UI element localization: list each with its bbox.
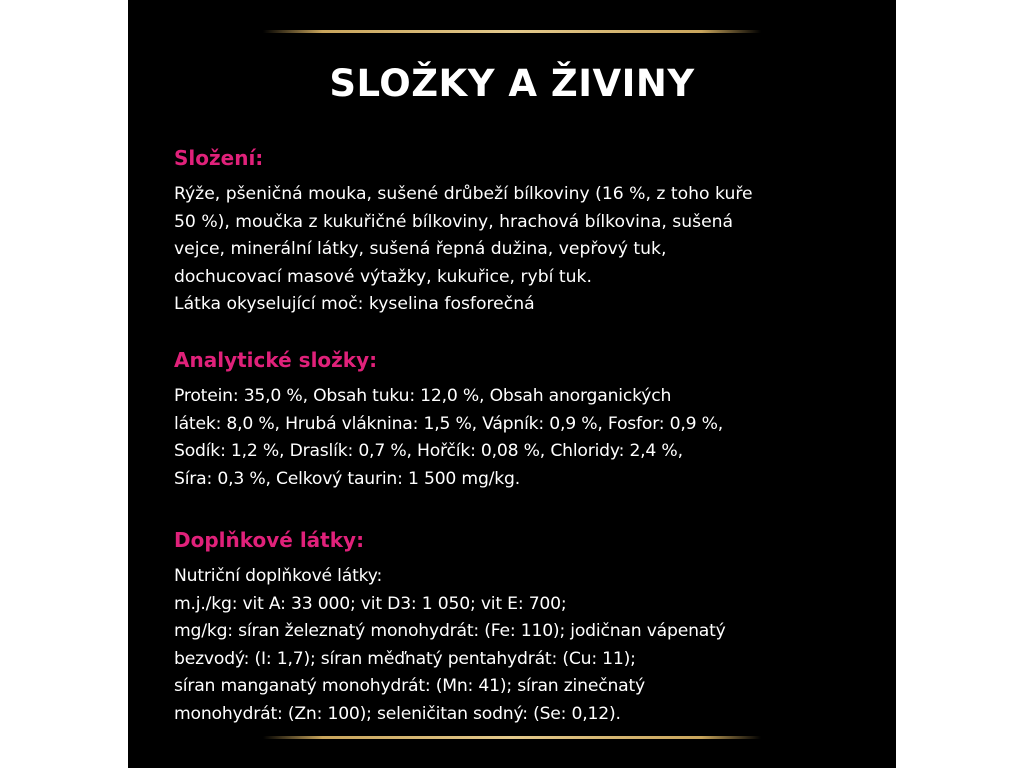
- top-gold-divider: [263, 30, 761, 33]
- composition-heading: Složení:: [174, 146, 264, 170]
- text-line: Síra: 0,3 %, Celkový taurin: 1 500 mg/kg.: [174, 468, 520, 489]
- composition-section: [174, 144, 864, 319]
- ingredients-panel: [128, 0, 896, 768]
- text-line: Protein: 35,0 %, Obsah tuku: 12,0 %, Obsah anorganických: [174, 386, 672, 406]
- text-line: Rýže, pšeničná mouka, sušené drůbeží bílkoviny (16 %, z toho kuře: [174, 184, 753, 204]
- additives-text: [174, 563, 864, 728]
- text-line: Látka okyselující moč: kyselina fosforečná: [174, 294, 535, 314]
- additives-heading: Doplňkové látky:: [174, 528, 365, 552]
- text-line: síran manganatý monohydrát: (Mn: 41); síran zinečnatý: [174, 676, 645, 696]
- text-line: vejce, minerální látky, sušená řepná dužina, vepřový tuk,: [174, 239, 667, 259]
- text-line: Sodík: 1,2 %, Draslík: 0,7 %, Hořčík: 0,08 %, Chloridy: 2,4 %,: [174, 441, 683, 461]
- text-line: Nutriční doplňkové látky:: [174, 566, 383, 586]
- text-line: mg/kg: síran železnatý monohydrát: (Fe: 110); jodičnan vápenatý: [174, 621, 726, 641]
- text-line: bezvodý: (I: 1,7); síran měďnatý pentahydrát: (Cu: 11);: [174, 648, 636, 669]
- text-line: m.j./kg: vit A: 33 000; vit D3: 1 050; vit E: 700;: [174, 593, 567, 614]
- analytical-section: [174, 346, 864, 493]
- analytical-heading: Analytické složky:: [174, 348, 378, 372]
- additives-section: [174, 526, 864, 728]
- bottom-gold-divider: [263, 736, 761, 739]
- text-line: monohydrát: (Zn: 100); seleničitan sodný: (Se: 0,12).: [174, 703, 621, 724]
- text-line: dochucovací masové výtažky, kukuřice, rybí tuk.: [174, 266, 592, 287]
- composition-text: [174, 181, 864, 319]
- text-line: 50 %), moučka z kukuřičné bílkoviny, hrachová bílkovina, sušená: [174, 211, 734, 232]
- text-line: látek: 8,0 %, Hrubá vláknina: 1,5 %, Vápník: 0,9 %, Fosfor: 0,9 %,: [174, 413, 724, 434]
- analytical-text: [174, 383, 864, 493]
- page-title: SLOŽKY A ŽIVINY: [329, 62, 695, 105]
